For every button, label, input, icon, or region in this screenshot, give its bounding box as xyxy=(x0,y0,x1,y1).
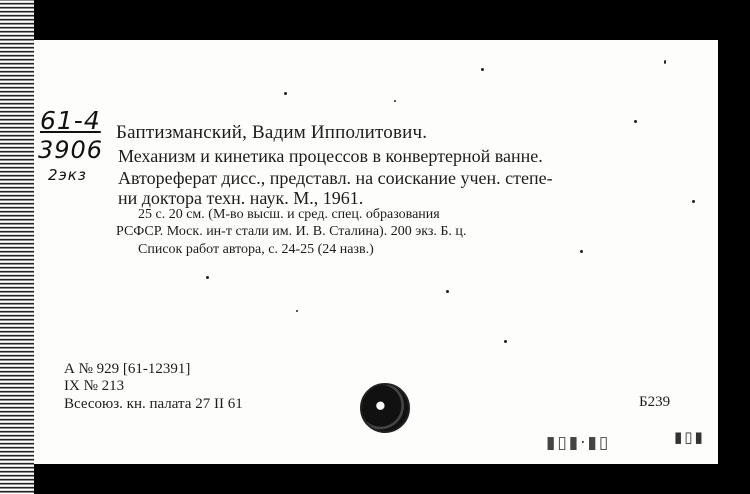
card-footer-line: Всесоюз. кн. палата 27 II 61 xyxy=(64,396,243,412)
scan-speck xyxy=(692,200,695,203)
card-footer-line: IX № 213 xyxy=(64,378,125,394)
scan-speck xyxy=(504,340,507,343)
card-title-line: Механизм и кинетика процессов в конвертерной ванне. xyxy=(118,146,543,166)
scan-speck xyxy=(206,276,209,279)
card-description-line: 25 с. 20 см. (М-во высш. и сред. спец. образования xyxy=(138,207,440,222)
shelfmark-inventory: 3906 xyxy=(38,136,104,164)
card-author: Баптизманский, Вадим Ипполитович. xyxy=(116,122,428,143)
scan-speck xyxy=(664,60,666,64)
scan-speck xyxy=(394,100,396,102)
stamp-smudge: ▮▯▮ xyxy=(674,428,705,446)
scan-bottom-edge xyxy=(34,464,750,494)
scan-speck xyxy=(481,68,484,71)
card-code: Б239 xyxy=(639,394,671,410)
card-title-line: ни доктора техн. наук. М., 1961. xyxy=(118,188,364,208)
stamp-smudge: ▮▯▮·▮▯ xyxy=(546,433,611,453)
punch-hole xyxy=(360,383,410,433)
shelfmark-number: 61-4 xyxy=(40,106,101,135)
scan-edge xyxy=(0,0,34,494)
scan-speck xyxy=(580,250,583,253)
scan-speck xyxy=(296,310,298,312)
scan-speck xyxy=(634,120,637,123)
shelfmark-copies: 2экз xyxy=(48,166,87,184)
scan-speck xyxy=(284,92,287,95)
scan-speck xyxy=(446,290,449,293)
card-description-line: РСФСР. Моск. ин-т стали им. И. В. Сталина). 200 экз. Б. ц. xyxy=(116,224,467,239)
card-title-line: Автореферат дисс., представл. на соискание учен. степе- xyxy=(118,168,553,188)
card-description-line: Список работ автора, с. 24-25 (24 назв.) xyxy=(138,242,374,257)
card-footer-line: А № 929 [61-12391] xyxy=(64,361,191,377)
catalog-card xyxy=(34,40,718,464)
